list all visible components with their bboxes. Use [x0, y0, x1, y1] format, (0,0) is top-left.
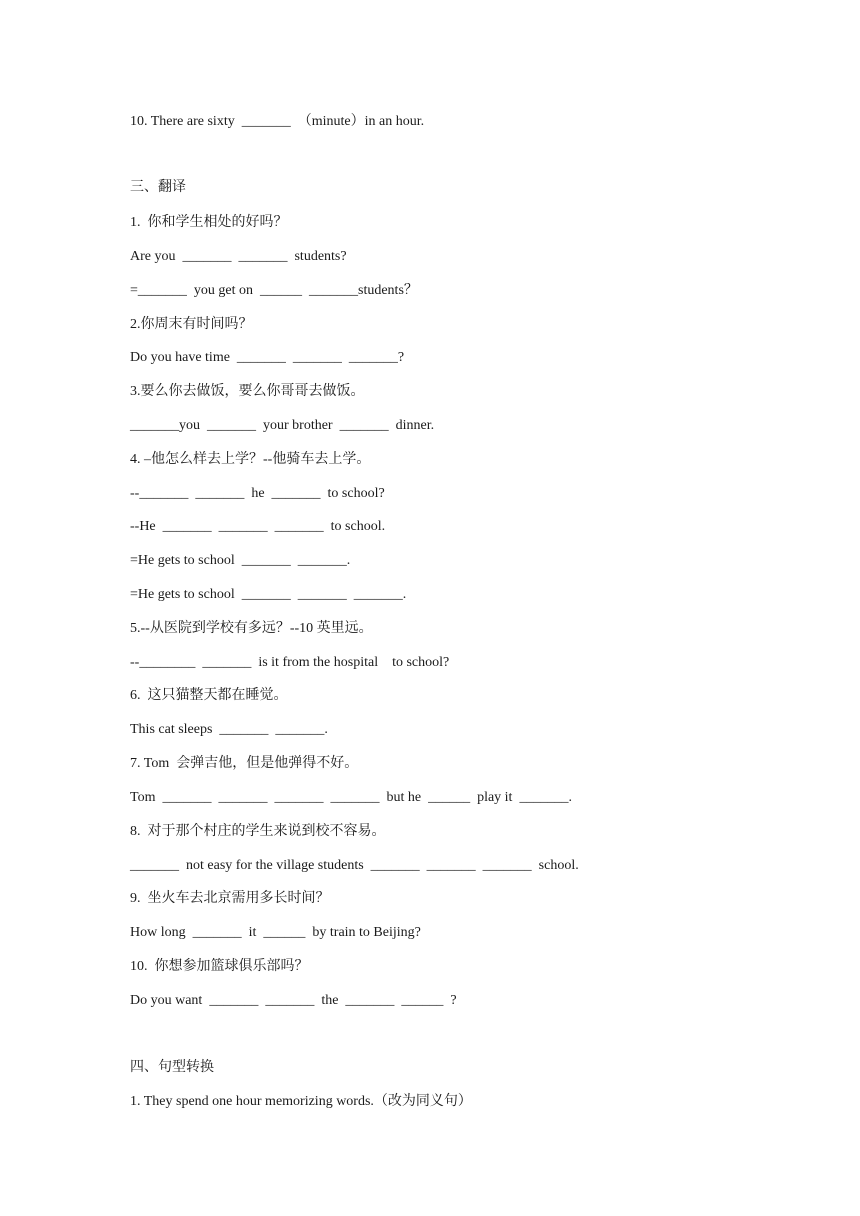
answer-line: Do you have time _______ _______ _______? — [130, 350, 405, 365]
answer-line: Are you _______ _______ students? — [130, 249, 347, 264]
answer-line: Tom _______ _______ _______ _______ but he ______ play it _______. — [130, 790, 572, 805]
question-prompt: 9. 坐火车去北京需用多长时间？ — [130, 891, 330, 906]
answer-line: --_______ _______ he _______ to school? — [130, 486, 385, 501]
answer-line: --He _______ _______ _______ to school. — [130, 519, 386, 534]
answer-line: --________ _______ is it from the hospital to school? — [130, 655, 450, 670]
answer-line: This cat sleeps _______ _______. — [130, 722, 328, 737]
section-heading-translation: 三、翻译 — [130, 180, 186, 195]
answer-line: =_______ you get on ______ _______students？ — [130, 283, 418, 298]
question-prompt: 3.要么你去做饭，要么你哥哥去做饭。 — [130, 384, 365, 399]
question-prompt: 10. 你想参加篮球俱乐部吗？ — [130, 959, 309, 974]
answer-line: Do you want _______ _______ the _______ ______ ? — [130, 993, 457, 1008]
question-prompt: 1. They spend one hour memorizing words.（改为同义句） — [130, 1094, 472, 1109]
question-prompt: 8. 对于那个村庄的学生来说到校不容易。 — [130, 824, 386, 839]
answer-line: =He gets to school _______ _______ _______. — [130, 587, 407, 602]
answer-line: _______ not easy for the village students _______ _______ _______ school. — [130, 858, 579, 873]
exercise-line: 10. There are sixty _______ （minute）in an hour. — [130, 114, 425, 129]
question-prompt: 5.--从医院到学校有多远？--10 英里远。 — [130, 621, 373, 636]
question-prompt: 1. 你和学生相处的好吗？ — [130, 215, 288, 230]
answer-line: How long _______ it ______ by train to Beijing? — [130, 925, 421, 940]
section-heading-transformation: 四、句型转换 — [130, 1060, 214, 1075]
answer-line: =He gets to school _______ _______. — [130, 553, 351, 568]
question-prompt: 6. 这只猫整天都在睡觉。 — [130, 688, 288, 703]
question-prompt: 7. Tom 会弹吉他，但是他弹得不好。 — [130, 756, 359, 771]
question-prompt: 4. –他怎么样去上学？--他骑车去上学。 — [130, 452, 371, 467]
question-prompt: 2.你周末有时间吗？ — [130, 317, 253, 332]
answer-line: _______you _______ your brother _______ dinner. — [130, 418, 435, 433]
